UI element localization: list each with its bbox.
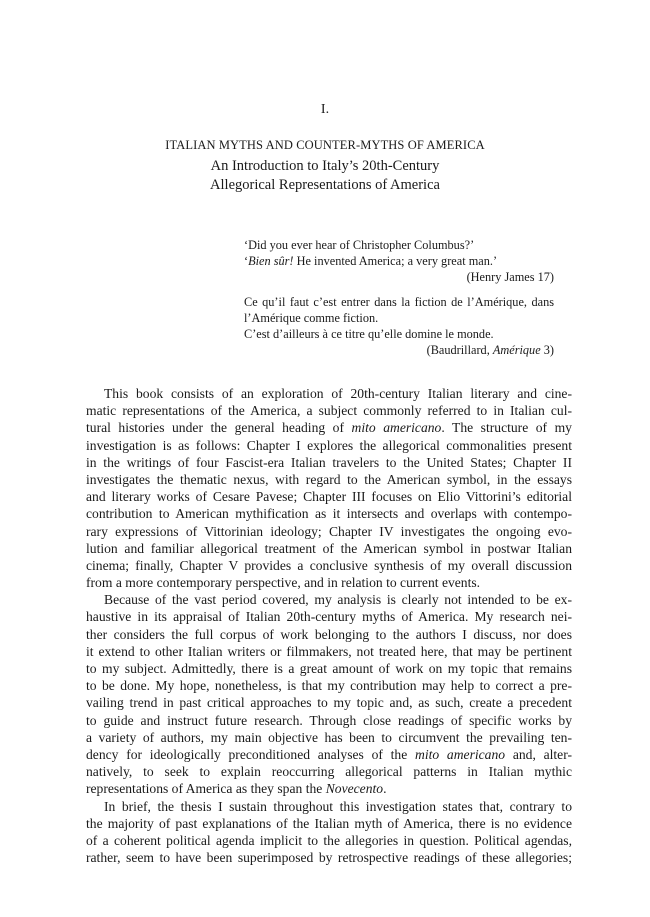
- body-line: [86, 540, 572, 557]
- body-line: [86, 591, 572, 608]
- body-line: [86, 746, 572, 763]
- epigraph-line: ‘Did you ever hear of Christopher Columbus?’: [244, 238, 475, 252]
- epigraph-line: Ce qu’il faut c’est entrer dans la fiction de l’Amérique, dans: [244, 295, 554, 309]
- body-line: [86, 488, 572, 505]
- body-line: [86, 626, 572, 643]
- body-line-text: the majority of past explanations of the Italian myth of America, there is no evidence: [86, 815, 572, 831]
- body-line: [86, 780, 572, 797]
- body-line-text: in the writings of four Fascist-era Italian travelers to the United States; Chapter II: [86, 454, 572, 470]
- body-line-text: rather, seem to have been superimposed by retrospective readings of these allegories;: [86, 850, 572, 866]
- body-line: [86, 763, 572, 780]
- epigraph-italic: Bien sûr!: [248, 254, 294, 268]
- body-line: [86, 471, 572, 488]
- epigraph-line: C’est d’ailleurs à ce titre qu’elle domine le monde.: [244, 327, 494, 341]
- body-line: [86, 694, 572, 711]
- body-line-text: .: [383, 781, 387, 797]
- body-line-text: rary expressions of Vittorinian ideology; Chapter IV investigates the ongoing evo-: [86, 523, 572, 539]
- chapter-number: I.: [320, 102, 330, 117]
- body-line-text: natively, to seek to explain reoccurring allegorical patterns in Italian mythic: [86, 764, 572, 780]
- attribution-page: 3): [540, 343, 554, 357]
- body-line: [86, 643, 572, 660]
- body-line: [86, 505, 572, 522]
- body-line: [86, 574, 572, 591]
- body-line: [86, 849, 572, 866]
- quote-mark: ‘: [244, 254, 249, 268]
- body-line-text: to my subject. Admittedly, there is a great amount of work on my topic that remains: [86, 661, 572, 676]
- body-line: [86, 798, 572, 815]
- body-line-text: cinema; finally, Chapter V provides a conclusive synthesis of my overall discussion: [86, 557, 572, 573]
- body-line: [86, 402, 572, 419]
- body-line: [86, 729, 572, 746]
- body-line-text: matic representations of the America, a subject commonly referred to in Italian cul-: [86, 403, 572, 419]
- body-line: [86, 557, 572, 574]
- body-line-italic: mito americano: [415, 746, 506, 762]
- body-line: [86, 523, 572, 540]
- body-line: [86, 419, 572, 436]
- body-line-text: of a coherent political agenda implicit to the allegories in question. Political agendas,: [86, 832, 572, 848]
- body-line-text: investigation is as follows: Chapter I explores the allegorical commonalities present: [86, 437, 572, 453]
- attribution-author: (Baudrillard,: [426, 343, 493, 357]
- body-text: [86, 385, 572, 866]
- body-line-text: to be done. My hope, nonetheless, is that my contribution may help to correct a pre-: [86, 678, 572, 694]
- body-line: [86, 660, 572, 677]
- body-line: [86, 608, 572, 625]
- body-line: [86, 385, 572, 402]
- body-line-text: investigates the thematic nexus, with regard to the American symbol, in the essays: [86, 471, 572, 487]
- body-line-text: ther considers the full corpus of work belonging to the authors I discuss, nor does: [86, 626, 572, 642]
- epigraph-baudrillard: [244, 294, 554, 358]
- body-line: [86, 454, 572, 471]
- body-line: [86, 712, 572, 729]
- body-line-text: it extend to other Italian writers or filmmakers, not treated here, that may be pertinent: [86, 643, 572, 659]
- body-line-text: Because of the vast period covered, my analysis is clearly not intended to be ex-: [104, 592, 572, 608]
- body-line-text: and, alter-: [505, 746, 572, 762]
- body-line-text: vailing trend in past critical approaches to my topic and, as such, create a precedent: [86, 695, 572, 711]
- body-line: [86, 437, 572, 454]
- epigraph-line: l’Amérique comme fiction.: [244, 311, 379, 325]
- subtitle-line: Allegorical Representations of America: [210, 177, 440, 193]
- body-line-text: representations of America as they span the: [86, 781, 326, 797]
- body-line: [86, 815, 572, 832]
- chapter-title: ITALIAN MYTHS AND COUNTER-MYTHS OF AMERICA: [165, 138, 485, 152]
- body-line-text: to guide and instruct future research. Through close readings of specific works by: [86, 712, 572, 728]
- epigraph-attribution: [244, 342, 554, 358]
- body-line-italic: Novecento: [325, 781, 384, 797]
- body-line: [86, 677, 572, 694]
- body-line-text: This book consists of an exploration of 20th-century Italian literary and cine-: [104, 386, 572, 401]
- body-line-text: from a more contemporary perspective, and in relation to current events.: [86, 575, 481, 591]
- epigraph-henry-james: [244, 237, 554, 285]
- body-line-italic: mito americano: [351, 420, 442, 436]
- epigraph-attribution: (Henry James 17): [466, 270, 554, 284]
- body-line-text: contribution to American mythification as it intersects and overlaps with contempo-: [86, 506, 572, 522]
- body-line-text: . The structure of my: [441, 420, 572, 436]
- epigraph-text: He invented America; a very great man.’: [293, 254, 498, 268]
- body-line-text: and literary works of Cesare Pavese; Chapter III focuses on Elio Vittorini’s editorial: [86, 489, 572, 505]
- attribution-title: Amérique: [492, 343, 541, 357]
- body-line-text: haustive in its appraisal of Italian 20th-century myths of America. My research nei-: [86, 609, 572, 625]
- chapter-subtitle: [0, 157, 650, 195]
- body-line-text: In brief, the thesis I sustain throughout this investigation states that, contrary to: [104, 798, 572, 814]
- body-line-text: a variety of authors, my main objective has been to circumvent the prevailing ten-: [86, 729, 572, 745]
- body-line-text: tural histories under the general heading of: [86, 420, 352, 436]
- body-line-text: dency for ideologically preconditioned analyses of the: [86, 746, 416, 762]
- body-line: [86, 832, 572, 849]
- subtitle-line: An Introduction to Italy’s 20th-Century: [210, 158, 440, 174]
- epigraph-line: [244, 253, 554, 269]
- body-line-text: lution and familiar allegorical treatment of the American symbol in postwar Italian: [86, 540, 572, 556]
